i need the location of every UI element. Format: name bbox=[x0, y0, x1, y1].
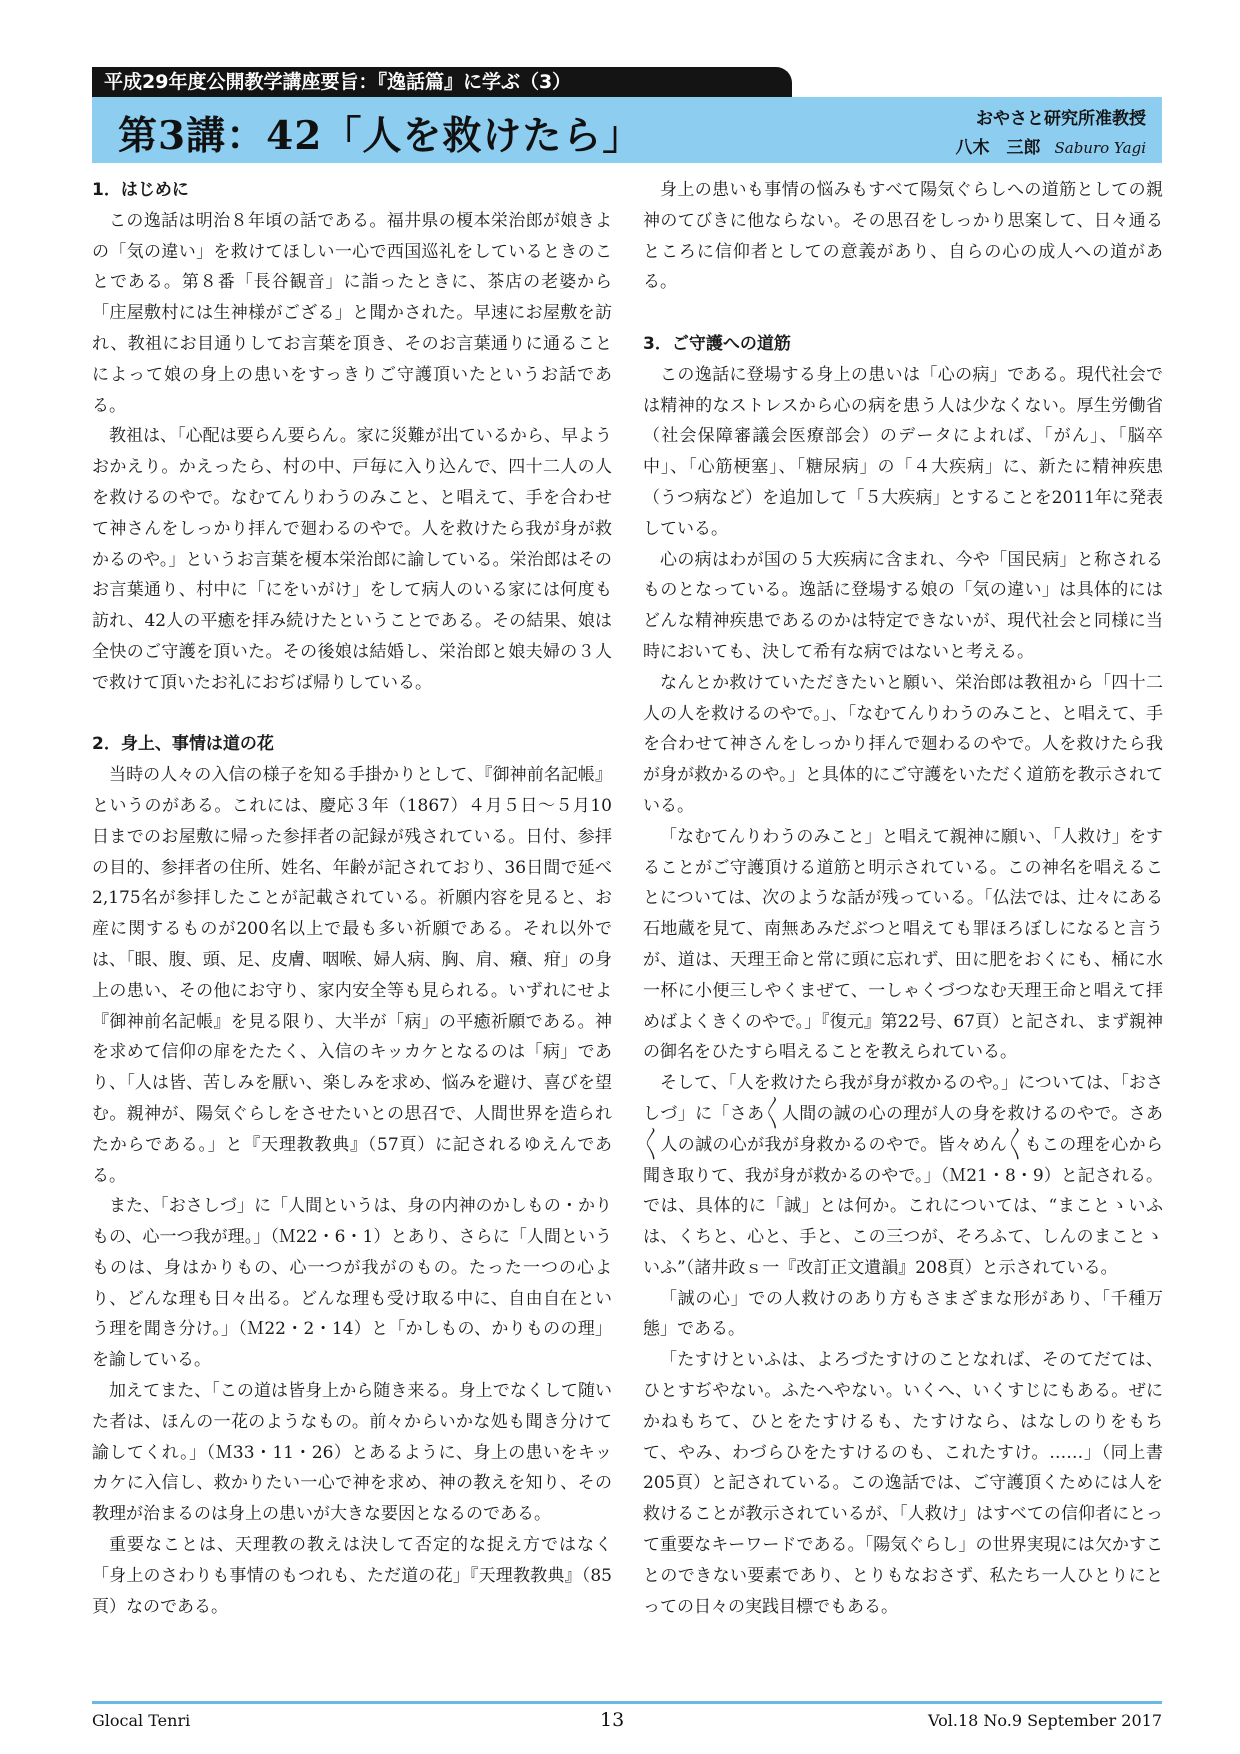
paragraph: 「なむてんりわうのみこと」と唱えて親神に願い、「人救け」をすることがご守護頂ける道筋と明示されている。この神名を唱えることについては、次のような話が残っている。「仏法では、辻々にある石地蔵を見て、南無あみだぶつと唱えても罪ほろぼしになると言うが、道は、天理王命と常に頭に忘れず、田に肥をおくにも、桶に水一杯に小便三しやくまぜて、一しゃくづつなむ天理王命と唱えて拝めばよくきくのやで。」『復元』第22号、67頁）と記され、まず親神の御名をひたすら唱えることを教えられている。 bbox=[643, 826, 1163, 1063]
journal-name: Glocal Tenri bbox=[92, 1711, 191, 1730]
right-column bbox=[643, 175, 1163, 1622]
series-title: 平成29年度公開教学講座要旨：『逸話篇』に学ぶ（3） bbox=[92, 67, 792, 97]
issue-info: Vol.18 No.9 September 2017 bbox=[928, 1711, 1162, 1730]
paragraph: 加えてまた、「この道は皆身上から随き来る。身上でなくして随いた者は、ほんの一花のようなもの。前々からいかな処も聞き分けて諭してくれ。」（Ｍ33・11・26）とあるように、身上の患いをキッカケに入信し、救かりたい一心で神を求め、神の教えを知り、その教理が治まるのは身上の患いが大きな要因となるのである。 bbox=[92, 1381, 612, 1525]
paragraph: 心の病はわが国の５大疾病に含まれ、今や「国民病」と称されるものとなっている。逸話に登場する娘の「気の違い」は具体的にはどんな精神疾患であるのかは特定できないが、現代社会と同様に当時においても、決して希有な病ではないと考える。 bbox=[643, 549, 1163, 662]
section-heading-3: 3．ご守護への道筋 bbox=[643, 333, 791, 354]
paragraph: 重要なことは、天理教の教えは決して否定的な捉え方ではなく「身上のさわりも事情のもつれも、ただ道の花」『天理教教典』（85頁）なのである。 bbox=[92, 1535, 612, 1617]
paragraph: 「たすけといふは、よろづたすけのことなれば、そのてだては、ひとすぢやない。ふたへやない。いくへ、いくすじにもある。ぜにかねもちて、ひとをたすけるも、たすけなら、はなしのりをもちて、やみ、わづらひをたすけるのも、これたすけ。……」（同上書205頁）と記されている。この逸話では、ご守護頂くためには人を救けることが教示されているが、「人救け」はすべての信仰者にとって重要なキーワードである。「陽気ぐらし」の世界実現には欠かすことのできない要素であり、とりもなおさず、私たち一人ひとりにとっての日々の実践目標でもある。 bbox=[643, 1350, 1163, 1617]
paragraph: 身上の患いも事情の悩みもすべて陽気ぐらしへの道筋としての親神のてびきに他ならない。その思召をしっかり思案して、日々通るところに信仰者としての意義があり、自らの心の成人への道がある。 bbox=[643, 180, 1163, 293]
paragraph: そして、「人を救けたら我が身が救かるのや。」については、「おさしづ」に「さあ〱人間の誠の心の理が人の身を救けるのやで。さあ〱人の誠の心が我が身救かるのやで。皆々めん〱もこの理を心から聞き取りて、我が身が救かるのやで。」（Ｍ21・8・9）と記される。では、具体的に「誠」とは何か。これについては、“まことゝいふは、くちと、心と、手と、この三つが、そろふて、しんのまことゝいふ”（諸井政ｓ一『改訂正文遺韻』208頁）と示されている。 bbox=[643, 1073, 1163, 1278]
author-affiliation: おやさと研究所准教授 bbox=[976, 109, 1146, 129]
left-column bbox=[92, 175, 612, 1622]
paragraph: 当時の人々の入信の様子を知る手掛かりとして、『御神前名記帳』というのがある。これには、慶応３年（1867）４月５日～５月10日までのお屋敷に帰った参拝者の記録が残されている。日付、参拝の目的、参拝者の住所、姓名、年齢が記されており、36日間で延べ2,175名が参拝したことが記載されている。祈願内容を見ると、お産に関するものが200名以上で最も多い祈願である。それ以外では、「眼、腹、頭、足、皮膚、咽喉、婦人病、胸、肩、癪、疳」の身上の患い、その他にお守り、家内安全等も見られる。いずれにせよ『御神前名記帳』を見る限り、大半が「病」の平癒祈願である。神を求めて信仰の扉をたたく、入信のキッカケとなるのは「病」であり、「人は皆、苦しみを厭い、楽しみを求め、悩みを避け、喜びを望む。親神が、陽気ぐらしをさせたいとの思召で、人間世界を造られたからである。」と『天理教教典』（57頁）に記されるゆえんである。 bbox=[92, 765, 612, 1186]
footer-rule bbox=[92, 1701, 1162, 1704]
paragraph: 「誠の心」での人救けのあり方もさまざまな形があり、「千種万態」である。 bbox=[643, 1288, 1163, 1340]
author-roman-name: Saburo Yagi bbox=[1054, 139, 1146, 157]
paragraph: 教祖は、「心配は要らん要らん。家に災難が出ているから、早ようおかえり。かえったら、村の中、戸毎に入り込んで、四十二人の人を救けるのやで。なむてんりわうのみこと、と唱えて、手を合わせて神さんをしっかり拝んで廻わるのやで。人を救けたら我が身が救かるのや。」というお言葉を榎本栄治郎に諭している。栄治郎はそのお言葉通り、村中に「にをいがけ」をして病人のいる家には何度も訪れ、42人の平癒を拝み続けたということである。その結果、娘は全快のご守護を頂いた。その後娘は結婚し、栄治郎と娘夫婦の３人で救けて頂いたお礼におぢば帰りしている。 bbox=[92, 426, 612, 693]
title-band bbox=[92, 97, 1162, 163]
page-number: 13 bbox=[600, 1709, 625, 1731]
section-heading-1: 1．はじめに bbox=[92, 180, 189, 200]
paragraph: なんとか救けていただきたいと願い、栄治郎は教祖から「四十二人の人を救けるのやで。」、「なむてんりわうのみこと、と唱えて、手を合わせて神さんをしっかり拝んで廻わるのやで。人を救けたら我が身が救かるのや。」と具体的にご守護をいただく道筋を教示されている。 bbox=[643, 672, 1163, 816]
section-gap bbox=[92, 699, 612, 730]
section-gap bbox=[643, 298, 1163, 329]
paragraph: また、「おさしづ」に「人間というは、身の内神のかしもの・かりもの、心一つ我が理。」（Ｍ22・6・1）とあり、さらに「人間というものは、身はかりもの、心一つが我がのもの。たった一つの心より、どんな理も日々出る。どんな理も受け取る中に、自由自在という理を聞き分け。」（Ｍ22・2・14）と「かしもの、かりものの理」を諭している。 bbox=[92, 1196, 612, 1371]
author-name: 八木 三郎 bbox=[955, 138, 1041, 158]
section-heading-2: 2．身上、事情は道の花 bbox=[92, 734, 274, 755]
author-line bbox=[955, 133, 1146, 158]
paragraph: この逸話に登場する身上の患いは「心の病」である。現代社会では精神的なストレスから心の病を患う人は少なくない。厚生労働省（社会保障審議会医療部会）のデータによれば、「がん」、「脳卒中」、「心筋梗塞」、「糖尿病」の「４大疾病」に、新たに精神疾患（うつ病など）を追加して「５大疾病」とすることを2011年に発表している。 bbox=[643, 364, 1163, 539]
paragraph: この逸話は明治８年頃の話である。福井県の榎本栄治郎が娘きよの「気の違い」を救けてほしい一心で西国巡礼をしているときのことである。第８番「長谷観音」に詣ったときに、茶店の老婆から「庄屋敷村には生神様がござる」と聞かされた。早速にお屋敷を訪れ、教祖にお目通りしてお言葉を頂き、そのお言葉通りに通ることによって娘の身上の患いをすっきりご守護頂いたというお話である。 bbox=[92, 210, 612, 416]
lecture-title: 第3講：42「人を救けたら」 bbox=[118, 113, 643, 159]
